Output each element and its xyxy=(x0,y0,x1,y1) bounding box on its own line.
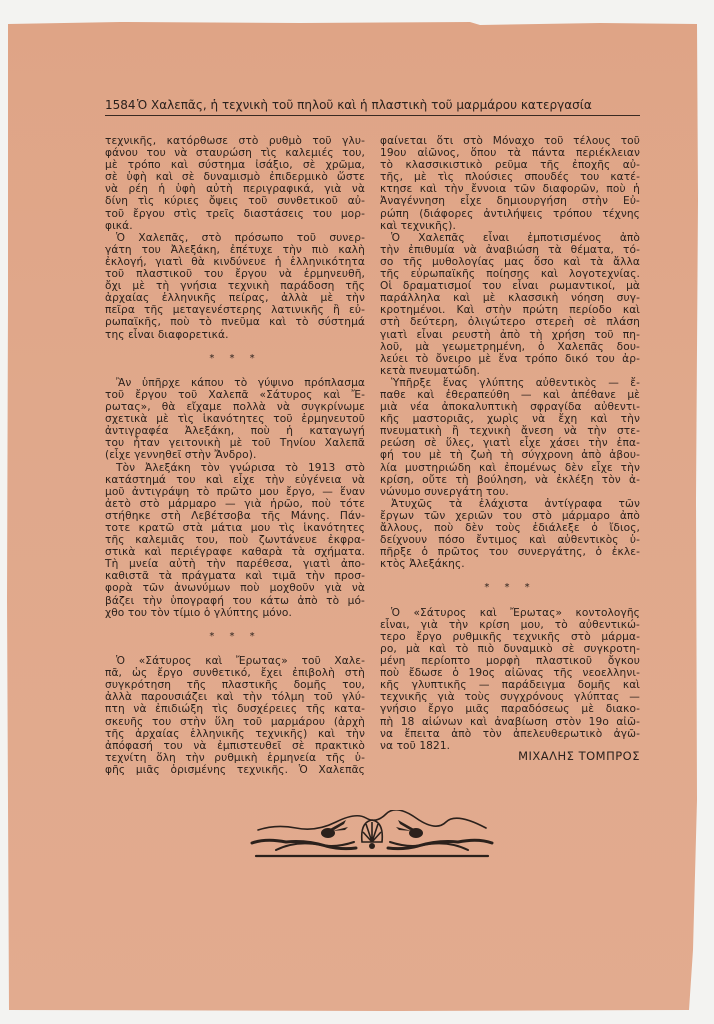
text-line: να τοῦ 1821. xyxy=(380,739,451,752)
text-line: φή του μὲ τὴ ζωὴ τὴ σύγχρονη ἀπὸ ἀβου- xyxy=(380,449,640,462)
text-line: ρωτας», θὰ εἴχαμε πολλὰ νὰ συγκρίνωμε xyxy=(105,401,365,414)
text-line: Ὁ «Σάτυρος καὶ Ἔρωτας» κοντολογῆς xyxy=(391,606,640,619)
text-line: τεχνίτη ὅλη τὴν ρυθμικὴ ἑρμηνεία τῆς ὑ- xyxy=(105,751,365,764)
text-line: φικά. xyxy=(105,219,133,232)
paragraph xyxy=(105,377,365,462)
text-line: τὸ κλασσικιστικὸ ρεῦμα τῆς ἐποχῆς αὐ- xyxy=(380,159,640,172)
text-column-right xyxy=(380,135,640,752)
text-line: τοῦ ἔργου τοῦ Χαλεπᾶ «Σάτυρος καὶ Ἔ- xyxy=(105,388,365,401)
paragraph xyxy=(105,655,365,776)
text-line: κῆς γλυπτικῆς — παράδειγμα δομῆς καὶ xyxy=(380,679,640,692)
text-line: βάζει τὴν ὑπογραφή του κάτω ἀπὸ τὸ μό- xyxy=(105,594,365,607)
text-line: τὴν ἐπιθυμία νὰ ἀναβιώση τὰ θέματα, τό- xyxy=(380,243,640,256)
text-line: τοῦ ἔργου στὶς τρεῖς διαστάσεις του μορ- xyxy=(105,207,365,220)
text-line: χθο του τὸν τίμιο ὁ γλύπτης μόνο. xyxy=(105,606,292,619)
text-line: ρώπη (διάφορες ἀντιλήψεις τρόπου τέχνης xyxy=(380,207,640,220)
text-line: φορὰ τῶν ἀνωνύμων ποὺ μοχθοῦν γιὰ νὰ xyxy=(105,582,365,595)
text-line: στὴ δεύτερη, ὀλιγώτερο στερεὴ σὲ πλάση xyxy=(380,316,640,329)
text-line: παράλληλα καὶ μὲ κλασσικὴ νόηση συγ- xyxy=(380,292,640,305)
text-line: τῆς, μὲ τὶς πλούσιες σπουδές του κατέ- xyxy=(380,171,640,184)
paragraph xyxy=(380,377,640,498)
text-line: Ὁ Χαλεπᾶς, στὸ πρόσωπο τοῦ συνερ- xyxy=(116,231,365,244)
text-line: πᾶ, ὡς ἔργο συνθετικό, ἔχει ἐπιβολὴ στὴ xyxy=(105,667,365,680)
text-line: μιὰ νέα ἀποκαλυπτικὴ σφραγίδα αὐθεντι- xyxy=(380,401,640,414)
text-line: Τὴ μνεία αὐτὴ τὴν παρέθεσα, γιατὶ ἀπο- xyxy=(105,558,365,571)
text-line: νώνυμο συνεργάτη του. xyxy=(380,485,509,498)
text-line: σχετικὰ μὲ τὶς ἱκανότητες τοῦ ἑρμηνευτοῦ xyxy=(105,413,365,426)
text-line: παθε καὶ ἐθεραπεύθη — καὶ ἀπέθανε μὲ xyxy=(380,388,640,401)
text-line: γνήσιο ἔργο μιᾶς παραδόσεως μὲ διακο- xyxy=(380,703,640,716)
text-line: τῆς ἀρχαίας ἑλληνικῆς τεχνικῆς) καὶ τὴν xyxy=(105,727,365,740)
page-header xyxy=(105,97,640,116)
text-line: γιατὶ εἶναι ρευστὴ ἀπὸ τὴ χρήση τοῦ πη- xyxy=(380,328,640,341)
text-line: ἀρχαίας ἑλληνικῆς πείρας, ἀλλὰ μὲ τὴν xyxy=(105,292,365,305)
text-line: να ἔπειτα ἀπὸ τὸν ἀπελευθερωτικὸ ἀγῶ- xyxy=(380,727,640,740)
text-line: ἀλλὰ παρουσιάζει καὶ τὴν τόλμη τοῦ γλύ- xyxy=(105,691,365,704)
text-line: ρεώση σὲ ὕλες, γιατὶ εἶχε χάσει τὴν ἐπα- xyxy=(380,437,640,450)
text-line: Ὁ Χαλεπᾶς εἶναι ἐμποτισμένος ἀπὸ xyxy=(391,231,640,244)
text-line: ἄλλους, ποὺ δὲν τοὺς ἐδιάλεξε ὁ ἴδιος, xyxy=(380,522,640,534)
running-title: Ὁ Χαλεπᾶς, ἡ τεχνικὴ τοῦ πηλοῦ καὶ ἡ πλαστικὴ τοῦ μαρμάρου κατεργασία xyxy=(137,98,592,112)
text-line: της εἶναι διαφορετικά. xyxy=(105,328,229,341)
text-line: τοτε κρατῶ στὰ μάτια μου τὶς ἱκανότητες xyxy=(105,522,365,535)
text-line: κατάστημά του καὶ εἶχε τὴν εὐγένεια νὰ xyxy=(105,473,365,486)
paragraph xyxy=(380,232,640,377)
text-line: ἐκλογή, γιατὶ θὰ κινδύνευε ἡ ἑλληνικότητα xyxy=(105,255,365,268)
text-line: ποὺ ἔδωσε ὁ 19ος αἰῶνας τῆς νεοελληνι- xyxy=(380,667,640,680)
text-line: Ἂν ὑπῆρχε κάπου τὸ γύψινο πρόπλασμα xyxy=(116,376,365,389)
text-line: καθιστᾶ τὰ πράγματα καὶ τιμᾶ τὴν προσ- xyxy=(105,570,365,583)
text-line: λοῦ, μὰ γεωμετρημένη, ὁ Χαλεπᾶς δου- xyxy=(380,340,640,353)
text-line: Ὑπῆρξε ἕνας γλύπτης αὐθεντικὸς — ἔ- xyxy=(391,376,640,389)
text-line: κετὰ πνευματώδη. xyxy=(380,364,480,377)
text-line: τεχνικῆς γιὰ τοὺς συγχρόνους γλύπτας — xyxy=(380,691,640,704)
text-line: πῆρξε ὁ πρῶτος του συνεργάτης, ὁ ἐκλε- xyxy=(380,546,640,559)
author-signature: ΜΙΧΑΛΗΣ ΤΟΜΠΡΟΣ xyxy=(518,749,640,763)
text-line: πεῖρα τῆς μεταγενέστερης λατινικῆς ἢ εὐ- xyxy=(105,304,365,317)
text-line: ἀντιγραφέα Ἀλεξάκη, ποὺ ἡ καταγωγή xyxy=(105,425,365,438)
text-line: κρίση, οὔτε τὴ βούληση, νὰ ἐκλέξη τὸν ἀ- xyxy=(380,473,640,486)
text-line: φῆς μιᾶς ὁρισμένης τεχνικῆς. Ὁ Χαλεπᾶς xyxy=(105,763,365,776)
text-line: στικὰ καὶ περιέγραφε καθαρὰ τὰ σχήματα. xyxy=(105,546,365,559)
text-line: τεχνικῆς, κατόρθωσε στὸ ρυθμὸ τοῦ γλυ- xyxy=(105,135,365,147)
text-line: στήθηκε στὴ Λεβέτσοβα τῆς Μάνης. Πάν- xyxy=(105,509,365,522)
text-line: 19ου αἰῶνος, ὅπου τὰ πάντα περιέκλειαν xyxy=(380,147,640,160)
text-line: πνευματικὴ ἢ τεχνικὴ ἄνεση νὰ τὴν στε- xyxy=(380,425,640,438)
text-line: κτησε καὶ τὴν ἔννοια τῶν διαφορῶν, ποὺ ἡ xyxy=(380,183,640,196)
text-line: λεύει τὸ ὄνειρο μὲ ἕνα τρόπο δικό του ἀρ- xyxy=(380,352,640,365)
text-line: γάτη του Ἀλεξάκη, ἐπέτυχε τὴν πιὸ καλὴ xyxy=(105,243,365,256)
text-line: πὴ 18 αἰώνων καὶ ἀναβίωση στὸν 19ο αἰῶ- xyxy=(380,715,640,728)
text-line: Ὁ «Σάτυρος καὶ Ἔρωτας» τοῦ Χαλε- xyxy=(116,655,365,668)
text-line: Τὸν Ἀλεξάκη τὸν γνώρισα τὸ 1913 στὸ xyxy=(116,461,365,474)
paragraph xyxy=(105,232,365,341)
section-separator: * * * xyxy=(209,352,261,364)
text-line: Οἱ δραματισμοί του εἶναι ρωμαντικοί, μὰ xyxy=(380,280,640,293)
text-line: ἔργων τῶν χεριῶν του στὸ μάρμαρο ἀπὸ xyxy=(380,509,640,522)
text-line: Ἀναγέννηση εἶχε δημιουργήση στὴν Εὐ- xyxy=(380,195,640,208)
text-line: κῆς μαστοριᾶς, χωρὶς νὰ ἔχη καὶ τὴν xyxy=(380,413,640,426)
text-line: καὶ τεχνικῆς). xyxy=(380,219,456,232)
section-separator: * * * xyxy=(209,630,261,642)
paragraph xyxy=(380,498,640,571)
section-separator: * * * xyxy=(484,582,536,594)
text-column-left xyxy=(105,135,365,776)
text-line: φαίνεται ὅτι στὸ Μόναχο τοῦ τέλους τοῦ xyxy=(380,135,640,147)
text-line: δείχνουν πόσο ἔντιμος καὶ αὐθεντικὸς ὑ- xyxy=(380,534,640,547)
text-line: ἀετὸ στὸ μάρμαρο — γιὰ ἡρῶο, ποὺ τότε xyxy=(105,497,365,510)
text-line: εἶναι, γιὰ τὴν κρίση μου, τὸ αὐθεντικώ- xyxy=(380,618,640,631)
text-line: συγκρότηση τῆς πλαστικῆς δομῆς του, xyxy=(105,679,365,692)
paragraph xyxy=(105,135,365,232)
text-line: ρωπαϊκῆς, ποὺ τὸ πνεῦμα καὶ τὸ σύστημά xyxy=(105,316,365,329)
text-line: μοῦ ἀντιγράψη τὸ πρῶτο μου ἔργο, — ἕναν xyxy=(105,485,365,498)
page-number: 1584 xyxy=(105,98,136,112)
text-line: δίνη τὶς κύριες ὄψεις τοῦ συνθετικοῦ αὐ- xyxy=(105,195,365,208)
paragraph xyxy=(105,462,365,619)
text-line: φάνου του νὰ σταυρώση τὶς καλεμιές του, xyxy=(105,147,365,160)
text-line: ὄχι μὲ τὴ γνήσια τεχνικὴ παράδοση τῆς xyxy=(105,280,365,293)
paragraph xyxy=(380,135,640,232)
text-line: κτὸς Ἀλεξάκης. xyxy=(380,558,465,571)
text-line: νὰ ρέη ἡ ὑφὴ αὐτὴ περιγραφικά, γιὰ νὰ xyxy=(105,183,365,196)
text-line: μὲ τρόπο καὶ σύστημα ἰσάξιο, σὲ χρῶμα, xyxy=(105,159,365,172)
text-line: σκευῆς του στὴν ὕλη τοῦ μαρμάρου (ἀρχὴ xyxy=(105,715,365,728)
text-line: πτη νὰ ἐπιδιώξη τὶς δυσχέρειες τῆς κατα- xyxy=(105,703,365,716)
text-line: μένη περίοπτο μορφὴ πλαστικοῦ ὄγκου xyxy=(380,655,640,668)
text-line: ρο, μὰ καὶ τὸ πιὸ δυναμικὸ σὲ συγκροτη- xyxy=(380,642,640,655)
text-line: τῆς εὐρωπαϊκῆς ποίησης καὶ λογοτεχνίας. xyxy=(380,268,640,281)
text-line: λία μυστηριώδη καὶ ἐπομένως δὲν εἶχε τὴν xyxy=(380,461,640,474)
text-line: σο τῆς μυθολογίας μας ὅσο καὶ τὰ ἄλλα xyxy=(380,255,640,268)
text-line: τοῦ πλαστικοῦ του ἔργου νὰ ἑρμηνευθῆ, xyxy=(105,268,365,281)
text-line: τερο ἔργο ρυθμικῆς τεχνικῆς στὸ μάρμα- xyxy=(380,630,640,643)
text-line: κροτημένοι. Καὶ στὴν πρώτη περίοδο καὶ xyxy=(380,304,640,317)
text-line: (εἶχε γεννηθεῖ στὴν Ἄνδρο). xyxy=(105,449,257,462)
text-line: τῆς καλεμιᾶς του, ποὺ ζωντάνευε ἐκφρα- xyxy=(105,534,365,547)
hares-ornament-icon xyxy=(246,810,498,862)
text-line: σὲ ὑφὴ καὶ σὲ δυναμισμὸ ἐπιδερμικὸ ὥστε xyxy=(105,171,365,184)
paragraph xyxy=(380,607,640,752)
text-line: του ἦταν γειτονικὴ μὲ τοῦ Τηνίου Χαλεπᾶ xyxy=(105,437,365,450)
text-line: ἀπόφασή του νὰ ἐμπιστευθεῖ σὲ πρακτικὸ xyxy=(105,739,365,752)
text-line: Ἀτυχῶς τὰ ἐλάχιστα ἀντίγραφα τῶν xyxy=(391,497,640,510)
